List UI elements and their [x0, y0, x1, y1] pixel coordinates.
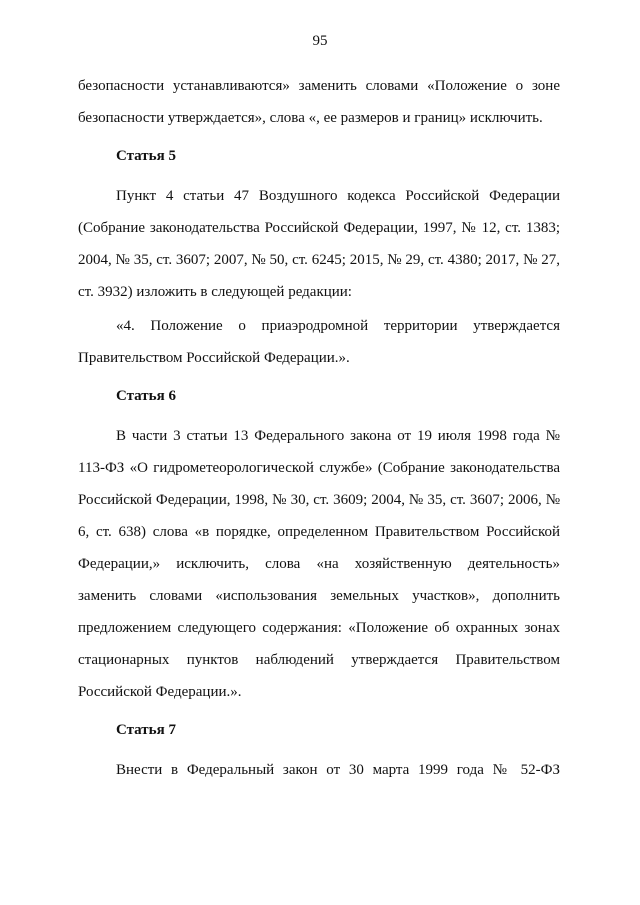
page-number: 95: [312, 33, 328, 49]
article-heading-6: Статья 6: [116, 388, 176, 404]
paragraph-article-5: Пункт 4 статьи 47 Воздушного кодекса Российской Федерации (Собрание законодательства Российской Федерации, 1997, № 12, ст. 1383; 2004, № 35, ст. 3607; 2007, № 50, ст. 6245; 2015, № 29, ст. 4380; 2017, № 27, ст. 3932) изложить в следующей редакции:: [78, 188, 560, 300]
article-heading-5: Статья 5: [116, 148, 176, 164]
document-body: [78, 70, 560, 788]
paragraph-article-6: В части 3 статьи 13 Федерального закона от 19 июля 1998 года № 113-ФЗ «О гидрометеорологической службе» (Собрание законодательства Российской Федерации, 1998, № 30, ст. 3609; 2004, № 35, ст. 3607; 2006, № 6, ст. 638) слова «в порядке, определенном Правительством Российской Федерации,» исключить, слова «на хозяйственную деятельность» заменить словами «использования земельных участков», дополнить предложением следующего содержания: «Положение об охранных зонах стационарных пунктов наблюдений утверждается Правительством Российской Федерации.».: [78, 428, 560, 700]
paragraph-continuation: безопасности устанавливаются» заменить словами «Положение о зоне безопасности утверждается», слова «, ее размеров и границ» исключить.: [78, 78, 560, 126]
article-heading-7: Статья 7: [116, 722, 176, 738]
paragraph-article-7: Внести в Федеральный закон от 30 марта 1999 года № 52-ФЗ: [116, 762, 560, 778]
paragraph-article-5-quote: «4. Положение о приаэродромной территории утверждается Правительством Российской Федерации.».: [78, 318, 560, 366]
